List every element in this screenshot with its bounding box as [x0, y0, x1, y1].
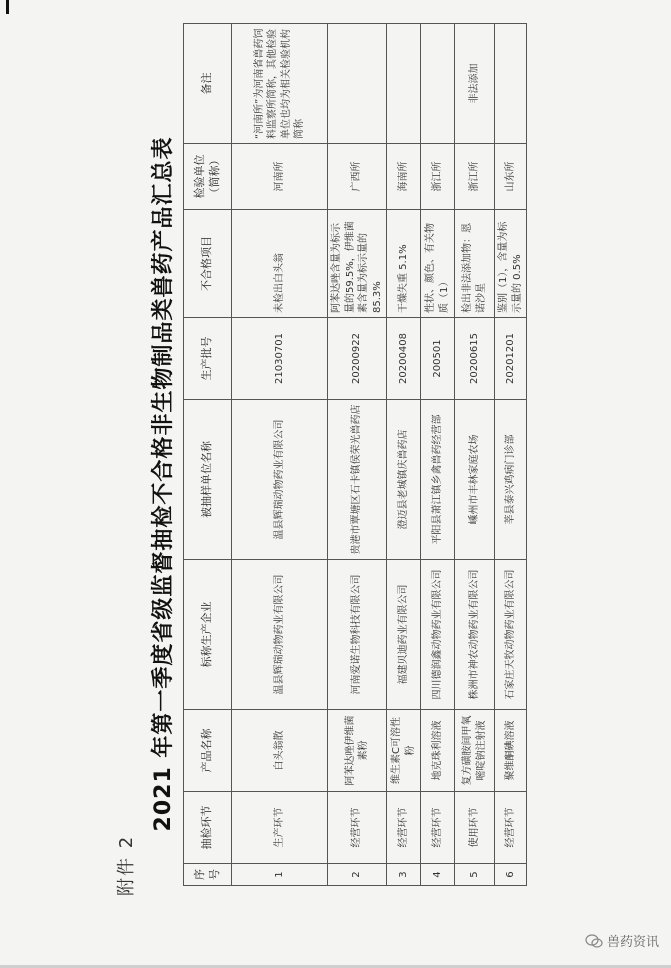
cell-sampled-unit: 平阳县萧江镇乡禽兽药经营部: [421, 400, 455, 560]
cell-remark: [387, 24, 421, 144]
cell-remark: “河南所”为河南省兽药饲料监察所简称，其他检验单位也均为相关检验机构简称: [232, 24, 328, 144]
cell-stage: 经营环节: [421, 792, 455, 864]
cell-product: 白头翁散: [232, 710, 328, 792]
cell-batch: 20200922: [328, 318, 387, 400]
cell-batch: 20201201: [495, 318, 527, 400]
cell-sampled-unit: 嵊州市丰林家庭农场: [455, 400, 495, 560]
table-row: [495, 24, 527, 886]
cell-product: 地克珠利溶液: [421, 710, 455, 792]
wechat-watermark: [585, 931, 659, 950]
table-row: [455, 24, 495, 886]
document-title: 2021 年第一季度省级监督抽检不合格非生物制品类兽药产品汇总表: [151, 136, 176, 832]
summary-table: [183, 23, 527, 886]
cell-lab: 山东所: [495, 144, 527, 210]
col-header: 生产批号: [184, 318, 232, 400]
cell-manufacturer: 石家庄天牧动物药业有限公司: [495, 560, 527, 710]
cell-stage: 使用环节: [455, 792, 495, 864]
watermark-text: 兽药资讯: [606, 935, 659, 950]
cell-fail-item: 未检出白头翁: [232, 210, 328, 318]
cell-sampled-unit: 澄迈县老城镇庆兽药店: [387, 400, 421, 560]
wechat-bubble-icon: [585, 934, 603, 948]
col-header: 序号: [184, 864, 232, 886]
attachment-label: 附件 2: [116, 834, 137, 896]
table-header-row: [184, 24, 232, 886]
cell-fail-item: 阿苯达唑含量为标示量的59.5%，伊维菌素含量为标示量的85.3%: [328, 210, 387, 318]
cell-batch: 21030701: [232, 318, 328, 400]
cell-stage: 经营环节: [387, 792, 421, 864]
cell-fail-item: 性状、颜色、有关物质（1）: [421, 210, 455, 318]
cell-index: 3: [387, 864, 421, 886]
cell-manufacturer: 株洲市神农动物药业有限公司: [455, 560, 495, 710]
cell-batch: 20200408: [387, 318, 421, 400]
cell-stage: 经营环节: [328, 792, 387, 864]
col-header: 备注: [184, 24, 232, 144]
cell-index: 6: [495, 864, 527, 886]
cell-batch: 200501: [421, 318, 455, 400]
col-header: 不合格项目: [184, 210, 232, 318]
cell-fail-item: 干燥失重 5.1%: [387, 210, 421, 318]
col-header: 检验单位（简称）: [184, 144, 232, 210]
cell-product: 复方磺胺间甲氧嘧啶钠注射液: [455, 710, 495, 792]
cell-product: 维生素C可溶性粉: [387, 710, 421, 792]
table-row: [328, 24, 387, 886]
cell-lab: 河南所: [232, 144, 328, 210]
cell-index: 1: [232, 864, 328, 886]
cell-manufacturer: 四川德润鑫动物药业有限公司: [421, 560, 455, 710]
cell-manufacturer: 福建贝迪药业有限公司: [387, 560, 421, 710]
col-header: 被抽样单位名称: [184, 400, 232, 560]
col-header: 抽检环节: [184, 792, 232, 864]
cell-fail-item: 检出非法添加物：恩诺沙星: [455, 210, 495, 318]
cell-sampled-unit: 莘县泰兴鸡病门诊部: [495, 400, 527, 560]
cell-index: 5: [455, 864, 495, 886]
cell-manufacturer: 河南爱诺生物科技有限公司: [328, 560, 387, 710]
col-header: 标称生产企业: [184, 560, 232, 710]
cell-remark: [421, 24, 455, 144]
cell-fail-item: 鉴别（1），含量为标示量的 0.5%: [495, 210, 527, 318]
cell-stage: 经营环节: [495, 792, 527, 864]
cell-lab: 广西所: [328, 144, 387, 210]
cell-remark: 非法添加: [455, 24, 495, 144]
cell-product: 聚维酮碘溶液: [495, 710, 527, 792]
table-row: [232, 24, 328, 886]
cell-product: 阿苯达唑伊维菌素粉: [328, 710, 387, 792]
cell-manufacturer: 温县辉瑞动物药业有限公司: [232, 560, 328, 710]
cell-stage: 生产环节: [232, 792, 328, 864]
cell-remark: [495, 24, 527, 144]
cell-sampled-unit: 贵港市覃塘区石卡镇侯荣光兽药店: [328, 400, 387, 560]
table-row: [387, 24, 421, 886]
cell-sampled-unit: 温县辉瑞动物药业有限公司: [232, 400, 328, 560]
table-row: [421, 24, 455, 886]
cell-lab: 浙江所: [421, 144, 455, 210]
cell-remark: [328, 24, 387, 144]
cell-lab: 浙江所: [455, 144, 495, 210]
cell-index: 2: [328, 864, 387, 886]
col-header: 产品名称: [184, 710, 232, 792]
cell-batch: 20200615: [455, 318, 495, 400]
cell-lab: 海南所: [387, 144, 421, 210]
cell-index: 4: [421, 864, 455, 886]
